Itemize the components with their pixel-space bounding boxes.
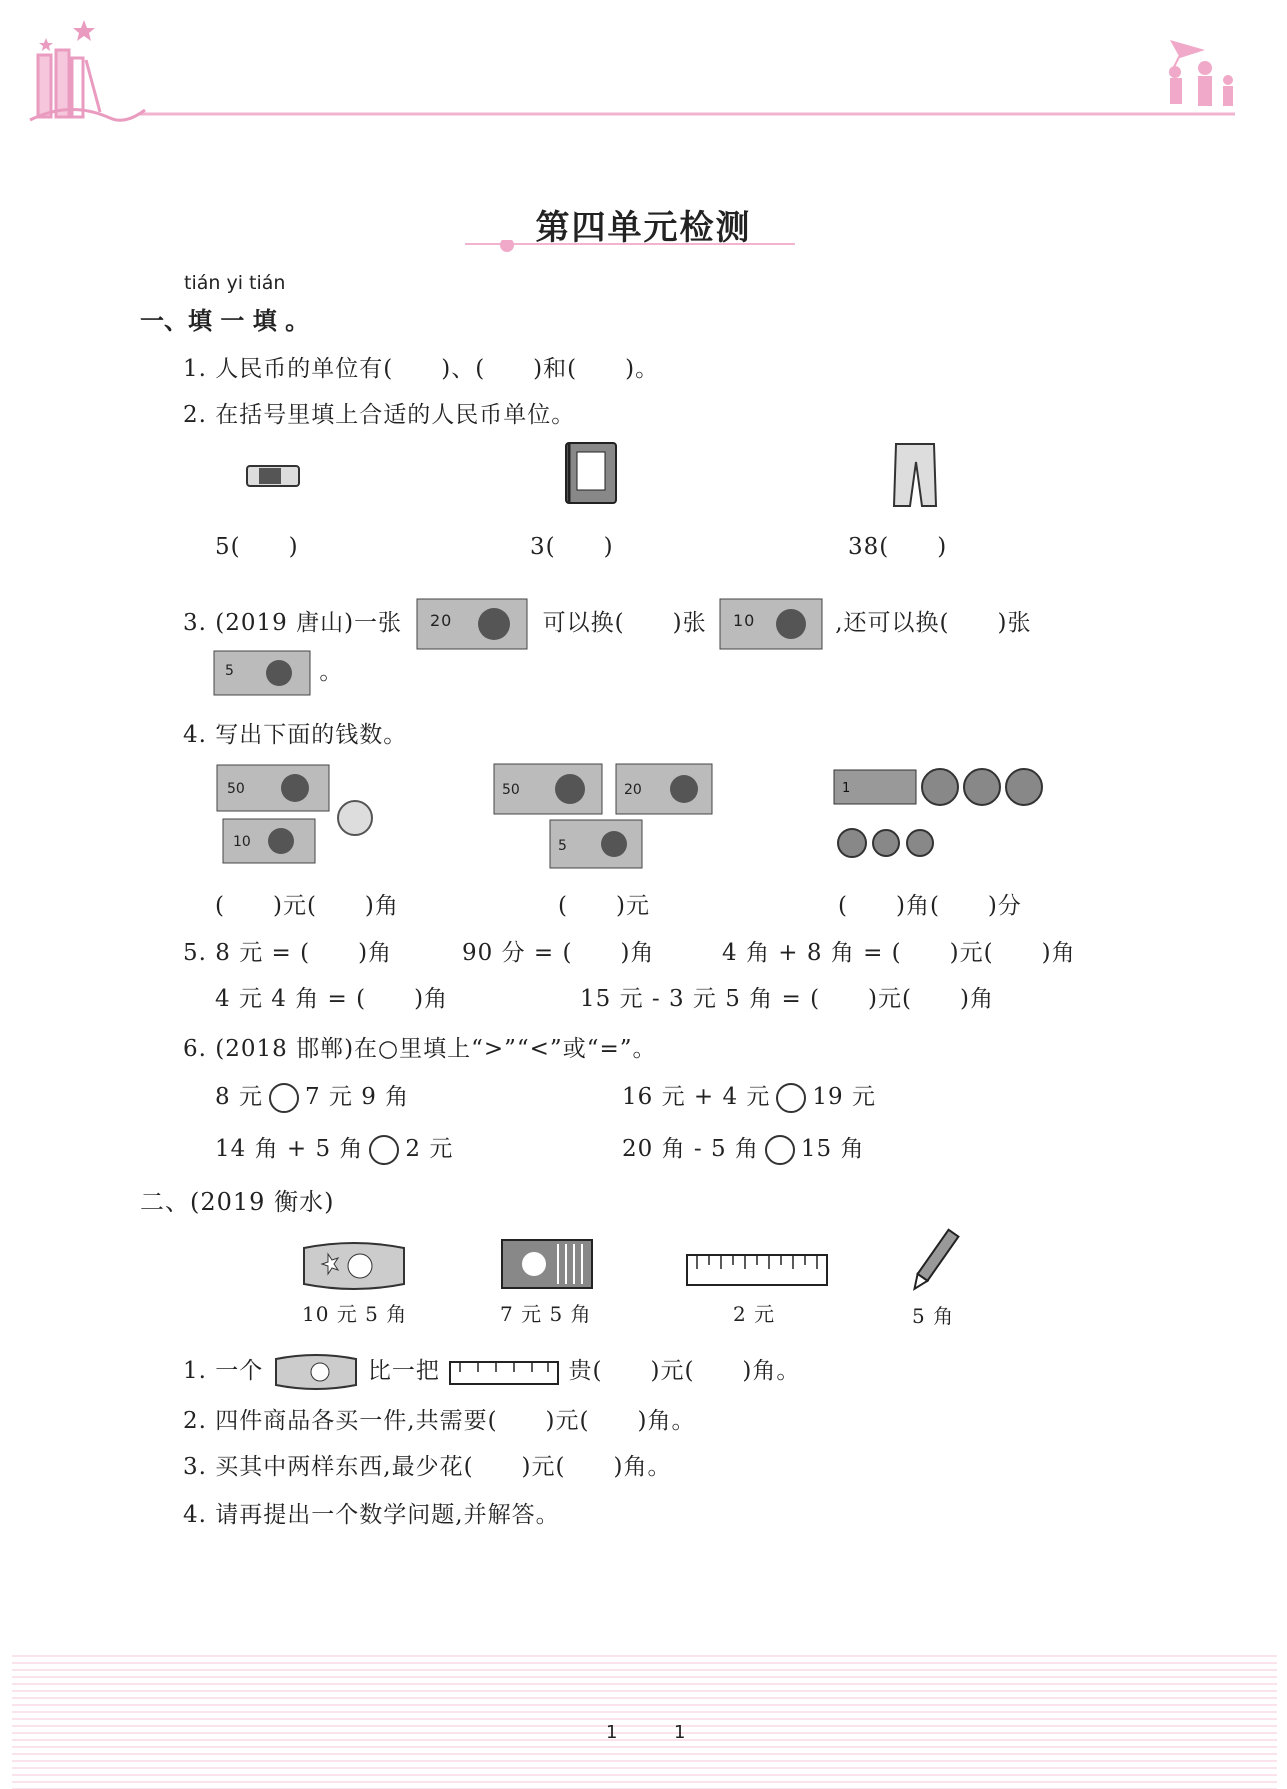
question-6: 6. (2018 邯郸)在○里填上“>”“<”或“=”。 (183, 1036, 657, 1062)
coin-icon (907, 830, 933, 856)
q3-middle: 可以换( )张 (542, 610, 707, 636)
price-pencil-case: 10 元 5 角 (302, 1302, 408, 1326)
q2-item-3: 38( ) (848, 534, 948, 560)
price-colored-pencils: 7 元 5 角 (500, 1302, 592, 1326)
books-star-logo-icon (30, 50, 145, 120)
banknote-10-icon (719, 598, 823, 650)
q5-line1-item2: 90 分 = ( )角 (462, 940, 655, 966)
section1-pinyin: tián yi tián (184, 272, 286, 294)
price-pencil: 5 角 (912, 1304, 955, 1328)
s2-question-2: 2. 四件商品各买一件,共需要( )元( )角。 (183, 1408, 696, 1434)
money-group-1-note-10: 10 (233, 834, 251, 850)
compare-circle[interactable] (765, 1135, 795, 1165)
compare-circle[interactable] (269, 1083, 299, 1113)
banknote-10-icon (223, 819, 315, 863)
section2-heading: 二、(2019 衡水) (140, 1188, 335, 1216)
q4-answer-3: ( )角( )分 (838, 893, 1022, 919)
q2-item-1: 5( ) (215, 534, 299, 560)
q4-answer-2: ( )元 (558, 893, 650, 919)
page-title: 第四单元检测 (535, 208, 752, 248)
money-group-2 (492, 762, 722, 872)
title-underline (465, 240, 795, 254)
q2-item-2: 3( ) (530, 534, 614, 560)
banknote-20-value: 20 (430, 611, 453, 630)
footer-stripes (12, 1655, 1277, 1789)
colored-pencils-box-icon (500, 1238, 594, 1290)
s2-q1-middle: 比一把 (367, 1358, 440, 1384)
trousers-icon (888, 440, 942, 510)
question-2: 2. 在括号里填上合适的人民币单位。 (183, 402, 576, 428)
page-number-left: 1 (606, 1722, 618, 1743)
q6-item-1 (215, 1078, 409, 1113)
banknote-10-value: 10 (732, 611, 756, 630)
coin-icon (338, 801, 372, 835)
q3-prefix: 3. (2019 唐山)一张 (183, 610, 403, 636)
ruler-icon (448, 1358, 560, 1386)
q5-line2-item1: 4 元 4 角 = ( )角 (215, 986, 449, 1012)
coin-icon (1006, 769, 1042, 805)
q6-item-4-left: 20 角 - 5 角 (622, 1136, 759, 1162)
page-number-right: 1 (674, 1722, 686, 1743)
q5-line1-item1: 5. 8 元 = ( )角 (183, 940, 393, 966)
q4-answer-1: ( )元( )角 (215, 893, 399, 919)
coin-icon (873, 830, 899, 856)
money-group-2-note-5: 5 (558, 838, 567, 854)
banknote-5-icon (213, 650, 311, 696)
pencil-case-icon (298, 1240, 410, 1292)
q6-item-3-right: 2 元 (405, 1136, 454, 1162)
pencil-icon (908, 1225, 960, 1297)
question-3-cont (213, 650, 343, 696)
banknote-50-icon (217, 765, 329, 811)
money-group-2-note-20: 20 (624, 782, 642, 798)
s2-question-4: 4. 请再提出一个数学问题,并解答。 (183, 1502, 560, 1528)
money-group-3-note-1: 1 (842, 781, 851, 796)
q6-item-4-right: 15 角 (800, 1136, 865, 1162)
q6-item-1-right: 7 元 9 角 (304, 1084, 410, 1110)
coin-icon (922, 769, 958, 805)
s2-question-1 (183, 1352, 800, 1391)
price-ruler: 2 元 (733, 1302, 776, 1326)
money-group-2-note-50: 50 (502, 782, 520, 798)
section1-heading: 一、填 一 填 。 (140, 306, 310, 335)
money-group-1 (215, 763, 385, 868)
money-group-3 (832, 765, 1052, 860)
s2-q1-suffix: 贵( )元( )角。 (568, 1358, 801, 1384)
q6-item-3-left: 14 角 + 5 角 (215, 1136, 364, 1162)
q6-item-2 (622, 1078, 876, 1113)
coin-icon (964, 769, 1000, 805)
s2-q1-prefix: 1. 一个 (183, 1358, 264, 1384)
coin-icon (838, 829, 866, 857)
q3-suffix: ,还可以换( )张 (835, 610, 1032, 636)
star-icon (39, 20, 95, 51)
q6-item-2-left: 16 元 + 4 元 (622, 1084, 771, 1110)
q3-end: 。 (319, 659, 344, 685)
question-1: 1. 人民币的单位有( )、( )和( )。 (183, 356, 660, 382)
money-group-1-note-50: 50 (227, 781, 245, 797)
compare-circle[interactable] (776, 1083, 806, 1113)
s2-question-3: 3. 买其中两样东西,最少花( )元( )角。 (183, 1454, 672, 1480)
eraser-icon (245, 460, 303, 490)
compare-circle[interactable] (369, 1135, 399, 1165)
q5-line2-item2: 15 元 - 3 元 5 角 = ( )元( )角 (580, 986, 994, 1012)
q5-line1-item3: 4 角 + 8 角 = ( )元( )角 (722, 940, 1076, 966)
book-icon (563, 440, 619, 506)
header-decoration (0, 0, 1287, 140)
kids-kite-icon (1169, 40, 1233, 106)
banknote-5-value: 5 (225, 663, 235, 679)
q6-item-2-right: 19 元 (812, 1084, 876, 1110)
q6-item-4 (622, 1130, 865, 1165)
pencil-case-icon (272, 1353, 360, 1391)
q6-item-1-left: 8 元 (215, 1084, 263, 1110)
q6-item-3 (215, 1130, 453, 1165)
question-4: 4. 写出下面的钱数。 (183, 722, 408, 748)
ruler-icon (685, 1253, 829, 1287)
banknote-20-icon (416, 598, 528, 650)
question-3 (183, 598, 1032, 650)
